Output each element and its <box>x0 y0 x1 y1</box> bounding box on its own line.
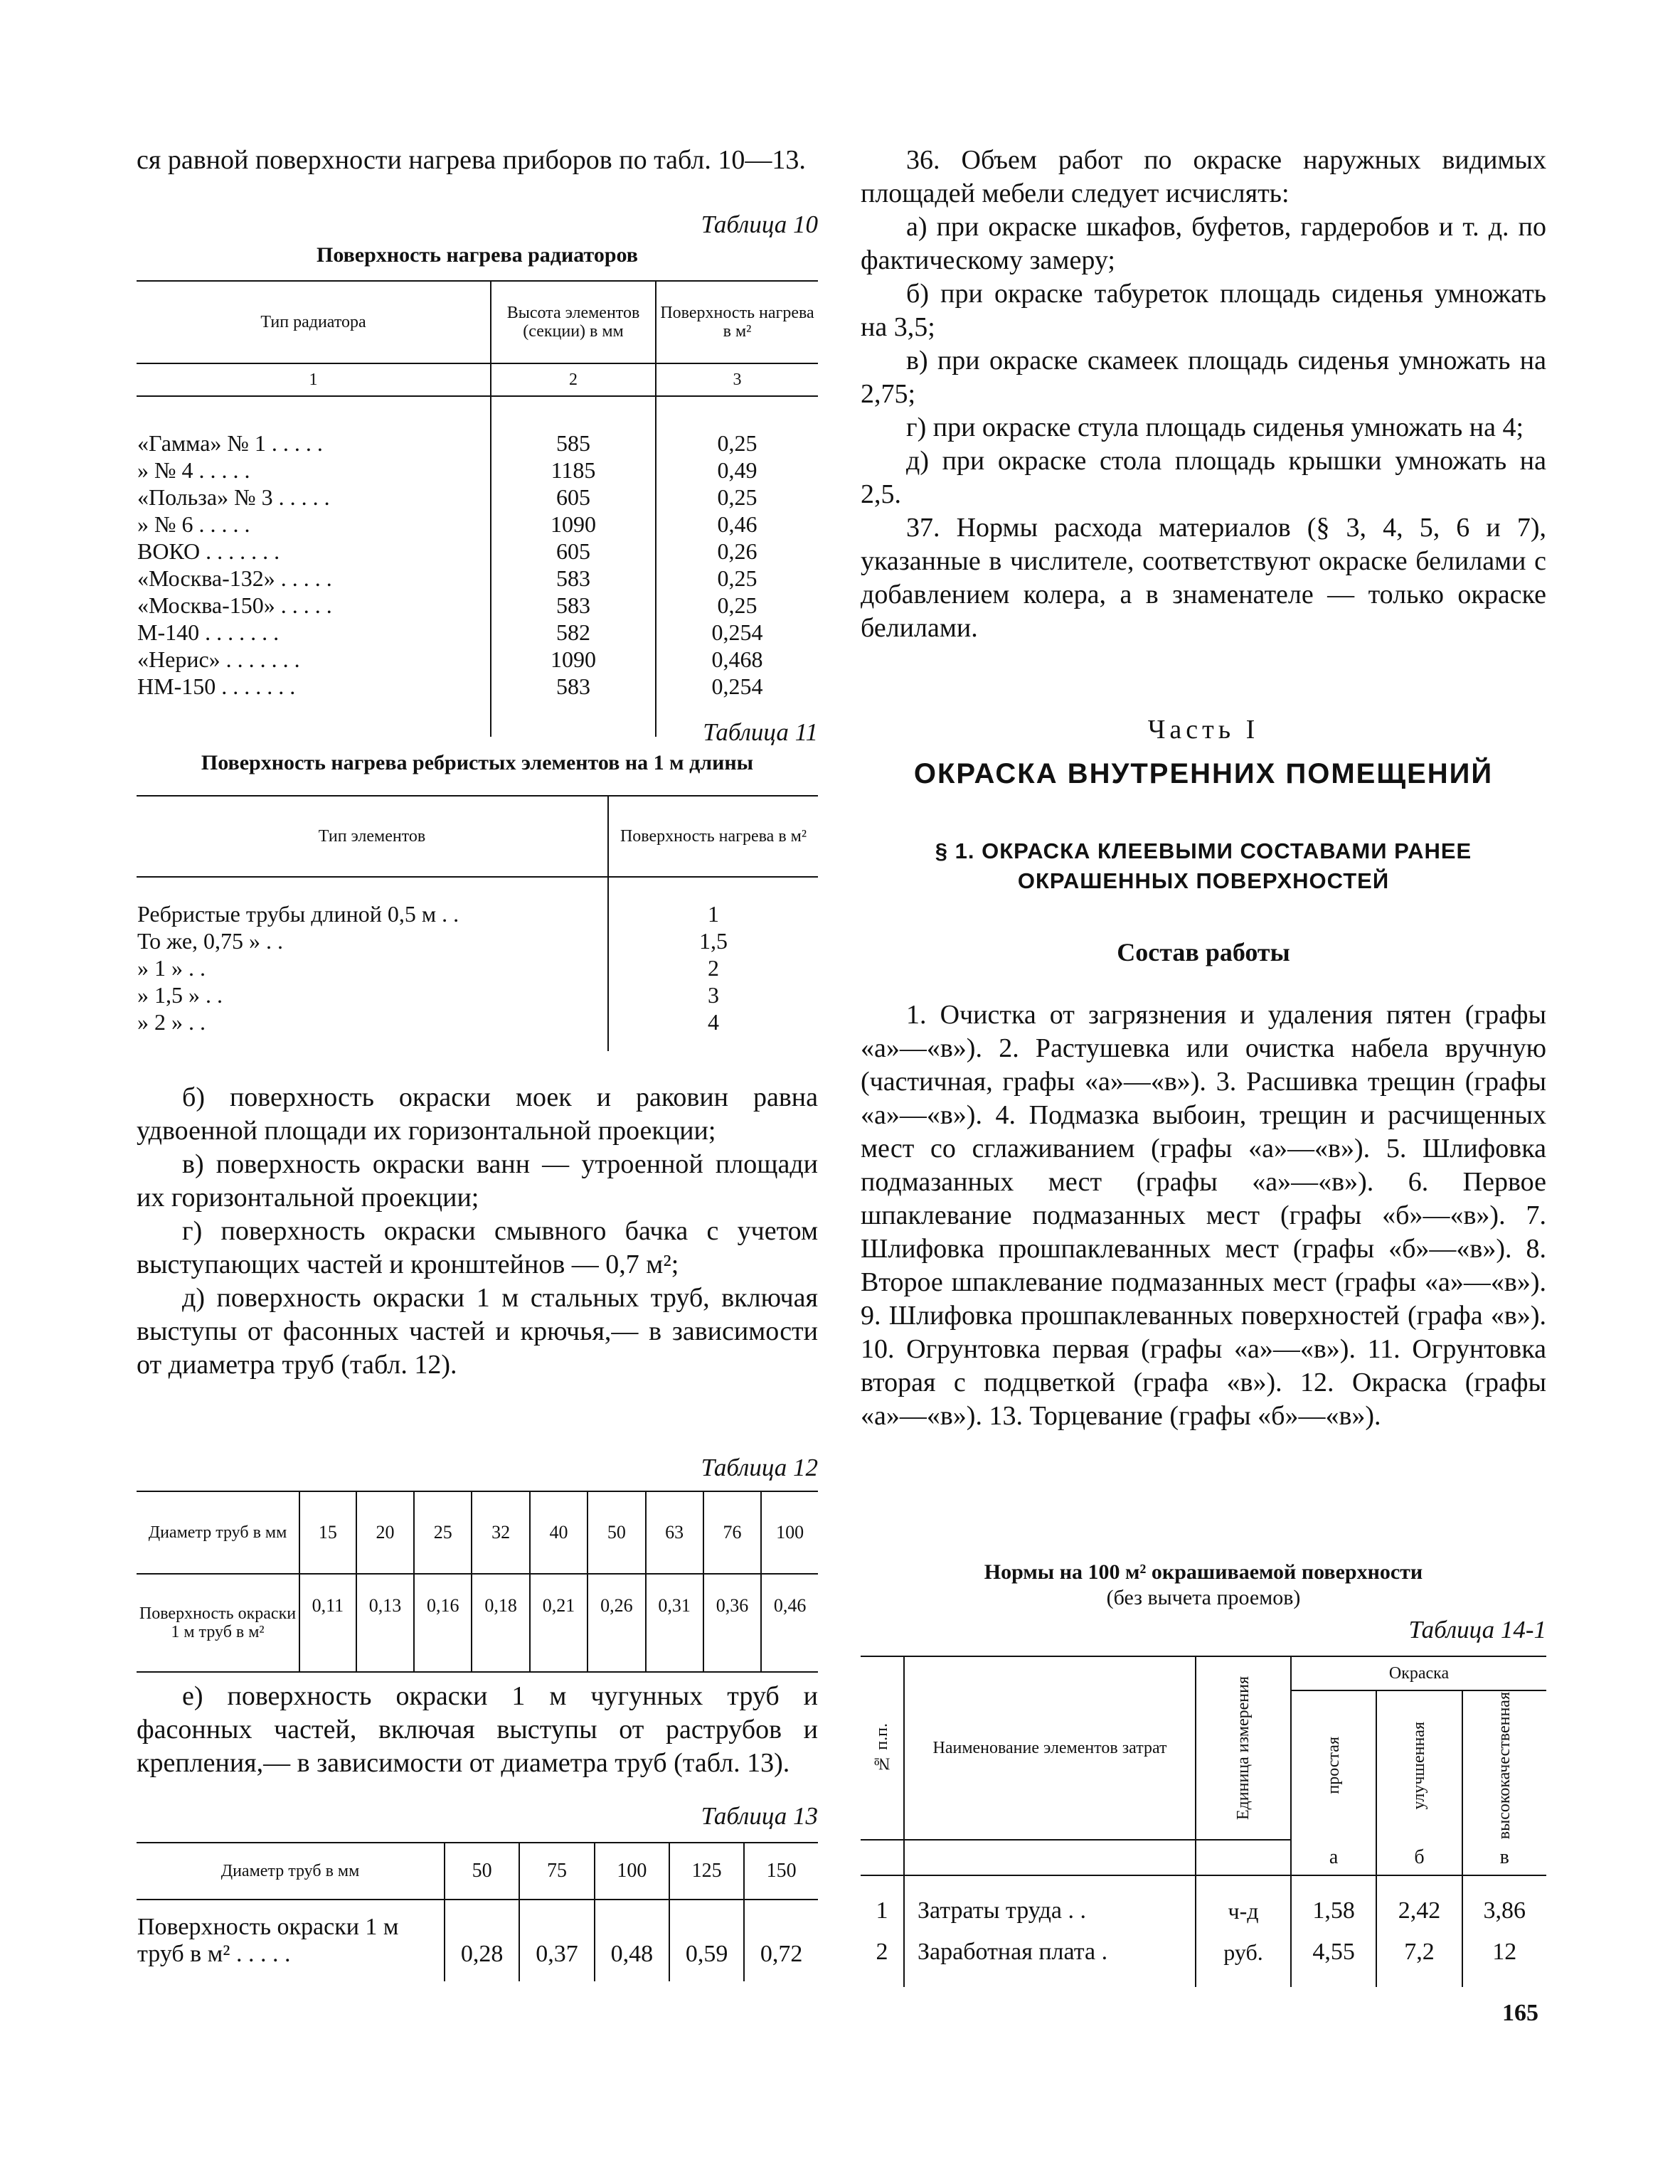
table14-unit-cell: ч-д <box>1196 1890 1291 1932</box>
table10-header-surface: Поверхность нагрева в м² <box>656 281 818 363</box>
table11-type-cell: » 2 » . . <box>137 1009 206 1035</box>
table10-row <box>137 592 818 619</box>
table14-header-col-b: улучшенная <box>1376 1690 1462 1840</box>
table13-caption: Таблица 13 <box>701 1802 818 1830</box>
part-title: ОКРАСКА ВНУТРЕННИХ ПОМЕЩЕНИЙ <box>913 758 1494 789</box>
table10-row <box>137 457 818 484</box>
table11-surface-cell: 4 <box>608 1008 818 1035</box>
table11-surface-cell: 2 <box>608 954 818 981</box>
table14-header-col-c: высококачественная <box>1462 1690 1546 1840</box>
table13-surface-cell: 0,59 <box>669 1900 744 1981</box>
table12-surface-cell: 0,21 <box>530 1574 588 1672</box>
table10-row <box>137 646 818 673</box>
table10-header-height: Высота элементов (секции) в мм <box>491 281 656 363</box>
table10-surface-cell: 0,254 <box>656 619 818 646</box>
item-e: е) поверхность окраски 1 м чугунных труб и фасонных частей, включая выступы от раструбов и крепления,— в зависимости от диаметра труб (табл. 13). <box>137 1681 818 1778</box>
table12-row1-label: Диаметр труб в мм <box>148 1523 287 1542</box>
table10-surface-cell: 0,254 <box>656 673 818 700</box>
table13-row2-label: Поверхность окраски 1 м труб в м² . . . . . <box>137 1914 399 1967</box>
table12-caption: Таблица 12 <box>701 1454 818 1481</box>
table10-surface-cell: 0,49 <box>656 457 818 484</box>
table11-surface-cell: 1 <box>608 900 818 927</box>
item-v: в) поверхность окраски ванн — утроенной площади их горизонтальной проекции; <box>137 1149 818 1213</box>
table14-header-group: Окраска <box>1291 1656 1546 1690</box>
section-title: § 1. ОКРАСКА КЛЕЕВЫМИ СОСТАВАМИ РАНЕЕ ОКРАШЕННЫХ ПОВЕРХНОСТЕЙ <box>935 838 1472 893</box>
table14-header-col-a: простая <box>1291 1690 1376 1840</box>
table13-diameter-cell: 50 <box>445 1843 519 1900</box>
table10-type-cell: ВОКО . . . . . . . <box>137 538 280 564</box>
table12-surface-cell: 0,13 <box>356 1574 414 1672</box>
table11-title: Поверхность нагрева ребристых элементов на 1 м длины <box>201 751 754 774</box>
table10-row <box>137 484 818 511</box>
p37: 37. Нормы расхода материалов (§ 3, 4, 5, 6 и 7), указанные в числителе, соответствуют окраске белилами с добавлением колера, а в знаменателе — только окраске белилами. <box>861 513 1546 643</box>
table10-surface-cell: 0,46 <box>656 511 818 538</box>
table13-surface-cell: 0,72 <box>744 1900 818 1981</box>
table14-header-unit: Единица измерения <box>1196 1656 1291 1840</box>
table10-surface-cell: 0,25 <box>656 484 818 511</box>
table11-header-type: Тип элементов <box>318 827 426 846</box>
table10-type-cell: НМ-150 . . . . . . . <box>137 673 296 699</box>
table10-height-cell: 585 <box>491 430 656 457</box>
table11-surface-cell: 3 <box>608 981 818 1008</box>
table11-type-cell: » 1 » . . <box>137 955 206 981</box>
norms-subtitle: (без вычета проемов) <box>1106 1586 1301 1609</box>
table14-c-cell: 12 <box>1462 1932 1546 1973</box>
table11-type-cell: Ребристые трубы длиной 0,5 м . . <box>137 901 459 927</box>
p36-item-b: б) при окраске табуреток площадь сиденья умножать на 3,5; <box>861 279 1546 342</box>
table10-colnum-1: 1 <box>309 371 318 389</box>
table12-diameter-cell: 63 <box>646 1491 703 1574</box>
table11-header-surface: Поверхность нагрева в м² <box>608 796 818 877</box>
table10-height-cell: 1090 <box>491 646 656 673</box>
table11-row <box>137 1008 818 1035</box>
table10-type-cell: «Польза» № 3 . . . . . <box>137 484 330 510</box>
p36-item-g: г) при окраске стула площадь сиденья умножать на 4; <box>906 412 1524 442</box>
table11-row <box>137 954 818 981</box>
table11-row <box>137 900 818 927</box>
table10-surface-cell: 0,26 <box>656 538 818 565</box>
table12-surface-cell: 0,16 <box>414 1574 472 1672</box>
table14-unit-cell: руб. <box>1196 1932 1291 1973</box>
sostav-title: Состав работы <box>1117 938 1290 966</box>
table14-letter-b: б <box>1376 1840 1462 1875</box>
table10-height-cell: 583 <box>491 565 656 592</box>
table12-row2-label: Поверхность окраски 1 м труб в м² <box>139 1604 297 1641</box>
table10-type-cell: » № 4 . . . . . <box>137 457 250 483</box>
intro-text: ся равной поверхности нагрева приборов по табл. 10—13. <box>137 145 806 175</box>
table10-colnum-3: 3 <box>656 363 818 396</box>
table10-row <box>137 673 818 700</box>
table12-diameter-cell: 20 <box>356 1491 414 1574</box>
table12-surface-cell: 0,31 <box>646 1574 703 1672</box>
table14-num-cell: 2 <box>876 1939 888 1966</box>
table13-diameter-cell: 125 <box>669 1843 744 1900</box>
section-36 <box>861 144 1546 645</box>
p36-item-d: д) при окраске стола площадь крышки умножать на 2,5. <box>861 446 1546 509</box>
table11-row <box>137 981 818 1008</box>
table13-diameter-cell: 75 <box>519 1843 594 1900</box>
table11-type-cell: » 1,5 » . . <box>137 982 223 1008</box>
table14-b-cell: 2,42 <box>1376 1890 1462 1932</box>
item-d: д) поверхность окраски 1 м стальных труб, включая выступы от фасонных частей и крючья,— в зависимости от диаметра труб (табл. 12). <box>137 1283 818 1380</box>
table12-surface-cell: 0,11 <box>299 1574 356 1672</box>
table14-c-cell: 3,86 <box>1462 1890 1546 1932</box>
page-number: 165 <box>1502 2000 1538 2026</box>
table10-height-cell: 605 <box>491 538 656 565</box>
table10-type-cell: «Нерис» . . . . . . . <box>137 646 300 672</box>
table12-diameter-cell: 100 <box>761 1491 818 1574</box>
p36-item-v: в) при окраске скамеек площадь сиденья умножать на 2,75; <box>861 346 1546 409</box>
table10-surface-cell: 0,468 <box>656 646 818 673</box>
table10-surface-cell: 0,25 <box>656 592 818 619</box>
norms-title: Нормы на 100 м² окрашиваемой поверхности <box>984 1560 1423 1584</box>
table13-row1-label: Диаметр труб в мм <box>220 1862 360 1880</box>
table10-title: Поверхность нагрева радиаторов <box>317 243 638 267</box>
table14-header-num: № п.п. <box>861 1656 904 1840</box>
table10-height-cell: 1185 <box>491 457 656 484</box>
table10-row <box>137 538 818 565</box>
table13-diameter-cell: 150 <box>744 1843 818 1900</box>
table13-diameter-cell: 100 <box>595 1843 669 1900</box>
table10-height-cell: 583 <box>491 592 656 619</box>
table10-type-cell: «Москва-150» . . . . . <box>137 592 332 618</box>
table12-diameter-cell: 76 <box>703 1491 761 1574</box>
table11-type-cell: То же, 0,75 » . . <box>137 928 284 954</box>
table10-type-cell: » № 6 . . . . . <box>137 511 250 537</box>
table12-diameter-cell: 40 <box>530 1491 588 1574</box>
table10-surface-cell: 0,25 <box>656 565 818 592</box>
table11-caption: Таблица 11 <box>703 718 818 746</box>
table10-colnum-2: 2 <box>491 363 656 396</box>
table12-surface-cell: 0,36 <box>703 1574 761 1672</box>
sostav-text: 1. Очистка от загрязнения и удаления пятен (графы «а»—«в»). 2. Растушевка или очистка набела вручную (частичная, графы «а»—«в»). 3. Расшивка трещин (графы «а»—«в»). 4. Подмазка выбоин, трещин и расчищенных мест со сглаживанием (графы «а»—«в»). 5. Шлифовка подмазанных мест (графы «а»—«в»). 6. Первое шпаклевание подмазанных мест (графы «б»—«в»). 7. Шлифовка прошпаклеванных мест (графы «б»—«в»). 8. Второе шпаклевание подмазанных мест (графы «а»—«в»). 9. Шлифовка прошпаклеванных поверхностей (графа «в»). 10. Огрунтовка первая (графы «а»—«в»). 11. Огрунтовка вторая с подцветкой (графа «в»). 12. Окраска (графы «а»—«в»). 13. Торцевание (графы «б»—«в»). <box>861 1000 1546 1431</box>
table10-row <box>137 565 818 592</box>
table10-caption: Таблица 10 <box>701 211 818 238</box>
table14-letter-a: а <box>1291 1840 1376 1875</box>
item-g: г) поверхность окраски смывного бачка с учетом выступающих частей и кронштейнов — 0,7 м²; <box>137 1216 818 1279</box>
table14-b-cell: 7,2 <box>1376 1932 1462 1973</box>
table10-height-cell: 582 <box>491 619 656 646</box>
table14-name-cell: Затраты труда . . <box>904 1890 1196 1932</box>
table14-name-cell: Заработная плата . <box>904 1932 1196 1973</box>
p36: 36. Объем работ по окраске наружных видимых площадей мебели следует исчислять: <box>861 145 1546 208</box>
table14-num-cell: 1 <box>876 1897 888 1924</box>
table13 <box>137 1842 818 1981</box>
table13-surface-cell: 0,48 <box>595 1900 669 1981</box>
table12-surface-cell: 0,26 <box>588 1574 645 1672</box>
table10-type-cell: М-140 . . . . . . . <box>137 619 280 645</box>
table10-row <box>137 619 818 646</box>
table14-letter-c: в <box>1462 1840 1546 1875</box>
table10-height-cell: 583 <box>491 673 656 700</box>
table10-surface-cell: 0,25 <box>656 430 818 457</box>
table10-row <box>137 430 818 457</box>
table12-surface-cell: 0,46 <box>761 1574 818 1672</box>
table10-header-type: Тип радиатора <box>260 313 366 331</box>
table14-a-cell: 1,58 <box>1291 1890 1376 1932</box>
table14-row <box>861 1890 1546 1932</box>
table10-type-cell: «Москва-132» . . . . . <box>137 565 332 591</box>
table14-a-cell: 4,55 <box>1291 1932 1376 1973</box>
p36-item-a: а) при окраске шкафов, буфетов, гардеробов и т. д. по фактическому замеру; <box>861 212 1546 275</box>
table12-diameter-cell: 32 <box>472 1491 529 1574</box>
table11-surface-cell: 1,5 <box>608 927 818 954</box>
table10-height-cell: 1090 <box>491 511 656 538</box>
table12-surface-cell: 0,18 <box>472 1574 529 1672</box>
table14 <box>861 1656 1546 1987</box>
table11-row <box>137 927 818 954</box>
table10 <box>137 280 818 737</box>
left-items <box>137 1081 818 1382</box>
part-label: Часть I <box>1147 715 1260 745</box>
table12-diameter-cell: 15 <box>299 1491 356 1574</box>
table10-type-cell: «Гамма» № 1 . . . . . <box>137 430 323 456</box>
table14-caption: Таблица 14-1 <box>1408 1616 1546 1644</box>
table10-height-cell: 605 <box>491 484 656 511</box>
table10-row <box>137 511 818 538</box>
table12-diameter-cell: 25 <box>414 1491 472 1574</box>
item-b: б) поверхность окраски моек и раковин равна удвоенной площади их горизонтальной проекции; <box>137 1082 818 1146</box>
table11 <box>137 795 818 1051</box>
table12-diameter-cell: 50 <box>588 1491 645 1574</box>
table13-surface-cell: 0,37 <box>519 1900 594 1981</box>
table14-row <box>861 1932 1546 1973</box>
table12 <box>137 1491 818 1673</box>
table14-header-name: Наименование элементов затрат <box>904 1656 1196 1840</box>
table13-surface-cell: 0,28 <box>445 1900 519 1981</box>
